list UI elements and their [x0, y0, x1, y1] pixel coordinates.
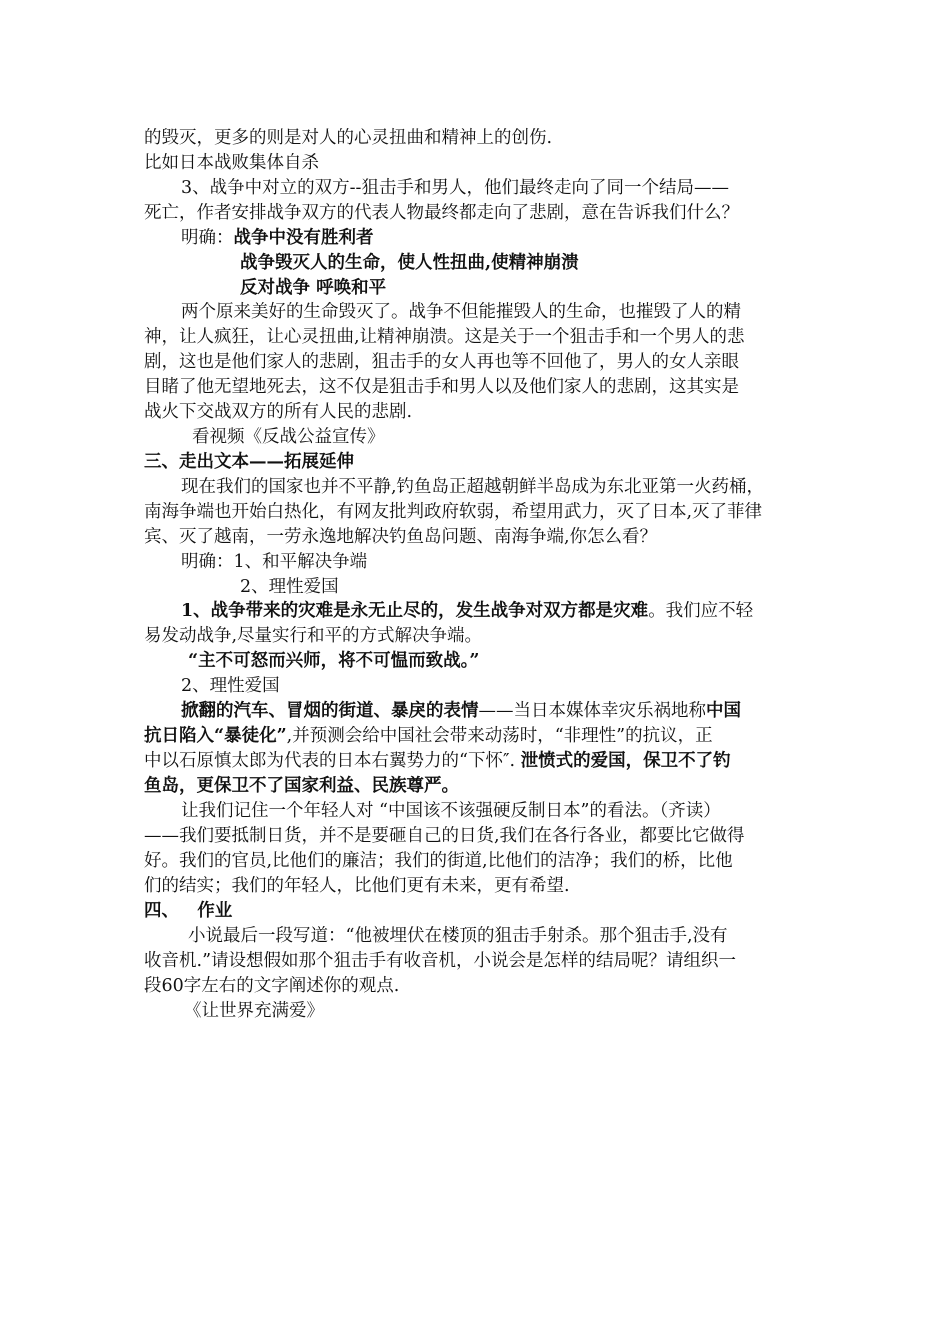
text-line: 宾、灭了越南，一劳永逸地解决钓鱼岛问题、南海争端,你怎么看？ — [144, 527, 658, 547]
text-line: 现在我们的国家也并不平静,钓鱼岛正超越朝鲜半岛成为东北亚第一火药桶， — [181, 477, 765, 497]
answer-prefix: 明确： — [181, 228, 234, 248]
text-line: 比如日本战败集体自杀 — [144, 153, 319, 173]
video-note: 看视频《反战公益宣传》 — [192, 427, 385, 447]
question-3-line: 3、战争中对立的双方--狙击手和男人，他们最终走向了同一个结局—— — [181, 178, 729, 198]
text-line: 好。我们的官员,比他们的廉洁；我们的街道,比他们的洁净；我们的桥，比他 — [144, 851, 733, 871]
text-line: 目睹了他无望地死去，这不仅是狙击手和男人以及他们家人的悲剧，这其实是 — [144, 377, 739, 397]
answer-point: 战争中没有胜利者 — [233, 228, 374, 248]
answer-line: 明确：1、和平解决争端 — [181, 552, 368, 572]
text-line: 小说最后一段写道：“他被埋伏在楼顶的狙击手射杀。那个狙击手,没有 — [188, 926, 728, 946]
answer-point: 战争毁灭人的生命，使人性扭曲,使精神崩溃 — [240, 253, 579, 273]
bold-phrase: 中国 — [706, 701, 741, 721]
section-heading: 四、 作业 — [144, 901, 233, 921]
closing-title: 《让世界充满爱》 — [184, 1001, 324, 1021]
text-line: 易发动战争,尽量实行和平的方式解决争端。 — [144, 626, 483, 646]
text-line: 南海争端也开始白热化，有网友批判政府软弱，希望用武力，灭了日本,灭了菲律 — [144, 502, 763, 522]
text-line: 收音机.”请设想假如那个狙击手有收音机，小说会是怎样的结局呢？请组织一 — [144, 951, 737, 971]
text-line: 剧，这也是他们家人的悲剧，狙击手的女人再也等不回他了，男人的女人亲眼 — [144, 352, 739, 372]
text-line — [181, 699, 741, 723]
text-line: 让我们记住一个年轻人对 “中国该不该强硬反制日本”的看法。（齐读） — [181, 801, 721, 821]
text-line: 的毁灭，更多的则是对人的心灵扭曲和精神上的创伤. — [144, 128, 553, 148]
text-span: 。我们应不轻 — [648, 601, 754, 621]
bold-phrase: 掀翻的汽车、冒烟的街道、暴戾的表情 — [181, 701, 479, 721]
bold-phrase: 抗日陷入“暴徒化” — [144, 726, 287, 746]
text-line: 两个原来美好的生命毁灭了。战争不但能摧毁人的生命，也摧毁了人的精 — [181, 302, 741, 322]
section-heading: 三、走出文本——拓展延伸 — [144, 452, 354, 472]
text-line: 们的结实；我们的年轻人，比他们更有未来，更有希望. — [144, 876, 570, 896]
bold-phrase: 泄愤式的爱国，保卫不了钓 — [520, 751, 731, 771]
text-line: ——我们要抵制日货，并不是要砸自己的日货,我们在各行各业，都要比它做得 — [144, 826, 745, 846]
text-span: ——当日本媒体幸灾乐祸地称 — [478, 701, 706, 721]
text-line — [144, 749, 731, 773]
answer-line: 2、理性爱国 — [240, 577, 339, 597]
quote: “主不可怒而兴师，将不可愠而致战。” — [188, 651, 480, 671]
text-line: 神，让人疯狂，让心灵扭曲,让精神崩溃。这是关于一个狙击手和一个男人的悲 — [144, 327, 745, 347]
text-line: 段60字左右的文字阐述你的观点. — [144, 976, 400, 996]
question-3-line: 死亡，作者安排战争双方的代表人物最终都走向了悲剧，意在告诉我们什么？ — [144, 203, 739, 223]
text-line — [144, 724, 713, 748]
bold-phrase: 1、战争带来的灾难是永无止尽的，发生战争对双方都是灾难 — [181, 601, 649, 621]
answer-point: 反对战争 呼唤和平 — [240, 278, 387, 298]
text-span: ,并预测会给中国社会带来动荡时，“非理性”的抗议，正 — [286, 726, 713, 746]
text-line — [181, 599, 753, 623]
bold-line: 鱼岛，更保卫不了国家利益、民族尊严。 — [144, 776, 459, 796]
answer-line — [181, 226, 374, 250]
text-line: 2、理性爱国 — [181, 676, 280, 696]
text-span: 中以石原慎太郎为代表的日本右翼势力的“下怀″. — [144, 751, 521, 771]
text-line: 战火下交战双方的所有人民的悲剧. — [144, 402, 413, 422]
